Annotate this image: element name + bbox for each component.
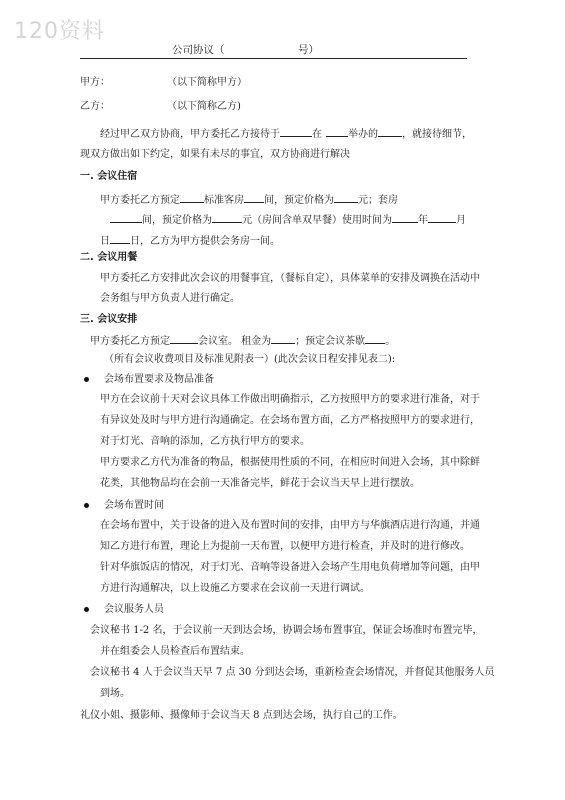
bullet-3-p2-line-2: 到场。 (100, 688, 130, 699)
header-number-suffix: 号） (298, 44, 319, 56)
bullet-dot-icon (84, 377, 89, 382)
section-1-line-2 (110, 212, 466, 228)
blank-field (326, 126, 348, 137)
bullet-1-title: 会场布置要求及物品准备 (104, 374, 214, 385)
section-text: ；预定会议茶歇 (295, 336, 366, 347)
bullet-dot-icon (84, 503, 89, 508)
document-header (80, 40, 467, 59)
intro-text: ，就接待细节， (402, 129, 472, 140)
intro-text: 经过甲乙双方协商，甲方委托乙方接待于 (100, 129, 280, 140)
section-text: 间，预定价格为 (264, 195, 334, 206)
bullet-1-p2-line-1: 甲方要求乙方代为准备的物品，根据使用性质的不同，在相应时间进入会场，其中除鲜 (100, 457, 480, 468)
bullet-2-p2-line-1: 针对华旗饭店的情况，对于灯光、音响等设备进入会场产生用电负荷增加等问题，由甲 (100, 562, 480, 573)
bullet-3-title: 会议服务人员 (104, 604, 164, 615)
section-text: 月 (456, 215, 466, 226)
blank-field (428, 212, 456, 223)
section-text: 标准客房 (204, 195, 244, 206)
section-text: 元；套房 (358, 195, 398, 206)
header-title: 公司协议（ (172, 44, 225, 56)
section-2-line-1: 甲方委托乙方安排此次会议的用餐事宜，（餐标自定），具体菜单的安排及调换在活动中 (100, 273, 480, 284)
blank-field (365, 333, 385, 344)
watermark: 120资料 (14, 19, 105, 44)
section-3-line-2: （所有会议收费项目及标准见附表一）(此次会议日程安排见表二): (104, 354, 396, 365)
section-2-heading: 二. 会议用餐 (80, 252, 138, 263)
party-b-note: （以下简称乙方) (167, 101, 241, 112)
intro-text: 举办的 (348, 129, 378, 140)
blank-field (392, 212, 418, 223)
bullet-1-p1-line-3: 对于灯光、音响的添加，乙方执行甲方的要求。 (100, 436, 310, 447)
section-text: 甲方委托乙方预定 (100, 195, 180, 206)
blank-field (280, 126, 312, 137)
bullet-3-p1-line-2: 并在组委会人员检查后布置结束。 (100, 646, 250, 657)
section-text: 甲方委托乙方预定 (90, 336, 170, 347)
party-a-label: 甲方： (80, 77, 110, 88)
intro-line-2: 现双方做出如下约定，如果有未尽的事宜，双方协商进行解决 (80, 149, 350, 160)
section-1-heading: 一. 会议住宿 (80, 171, 138, 182)
blank-field (334, 192, 358, 203)
bullet-dot-icon (84, 607, 89, 612)
bullet-3-p2-line-1: 会议秘书 4 人于会议当天早 7 点 30 分到达会场，重新检查会场情况，并督促其他服务人员 (90, 667, 495, 678)
party-a-note: （以下简称甲方） (167, 77, 247, 88)
section-text: 年 (418, 215, 428, 226)
section-text: 元（房间含单双早餐）使用时间为 (242, 215, 392, 226)
bullet-2-p1-line-1: 在会场布置中，关于设备的进入及布置时间的安排，由甲方与华旗酒店进行沟通，并通 (100, 520, 480, 531)
blank-field (244, 192, 264, 203)
bullet-2-title: 会场布置时间 (104, 500, 164, 511)
intro-text: 在 (312, 129, 322, 140)
bullet-2-p2-line-2: 方进行沟通解决，以上设施乙方要求在会议前一天进行调试。 (100, 583, 370, 594)
section-text: 。 (385, 336, 396, 347)
section-text: 日，乙方为甲方提供会务房一间。 (130, 236, 280, 247)
blank-field (110, 212, 142, 223)
bullet-1-p1-line-1: 甲方在会议前十天对会议具体工作做出明确指示，乙方按照甲方的要求进行准备，对于 (100, 394, 480, 405)
section-text: 日 (100, 236, 110, 247)
bullet-1-p1-line-2: 有异议处及时与甲方进行沟通确定。在会场布置方面，乙方严格按照甲方的要求进行， (100, 415, 480, 426)
section-3-heading: 三. 会议安排 (80, 314, 138, 325)
blank-field (180, 192, 204, 203)
bullet-3-p3: 礼仪小姐、摄影师、摄像师于会议当天 8 点到达会场，执行自己的工作。 (80, 710, 403, 721)
party-b-label: 乙方： (80, 101, 110, 112)
section-text: 会议室。 租金为 (198, 336, 272, 347)
bullet-1-p2-line-2: 花类，其他物品均在会前一天准备完毕，鲜花于会议当天早上进行摆放。 (100, 478, 420, 489)
intro-line-1 (100, 126, 472, 142)
section-2-line-2: 会务组与甲方负责人进行确定。 (100, 293, 240, 304)
blank-field (378, 126, 402, 137)
section-3-line-1 (90, 333, 395, 349)
blank-field (212, 212, 242, 223)
section-1-line-3 (100, 233, 280, 249)
blank-field (170, 333, 198, 344)
bullet-2-p1-line-2: 知乙方进行布置，理论上为提前一天布置，以便甲方进行检查，并及时的进行修改。 (100, 541, 470, 552)
section-text: 间，预定价格为 (142, 215, 212, 226)
bullet-3-p1-line-1: 会议秘书 1-2 名，于会议前一天到达会场，协调会场布置事宜，保证会场准时布置完毕， (90, 625, 483, 636)
blank-field (271, 333, 295, 344)
section-1-line-1 (100, 192, 398, 208)
blank-field (110, 233, 130, 244)
